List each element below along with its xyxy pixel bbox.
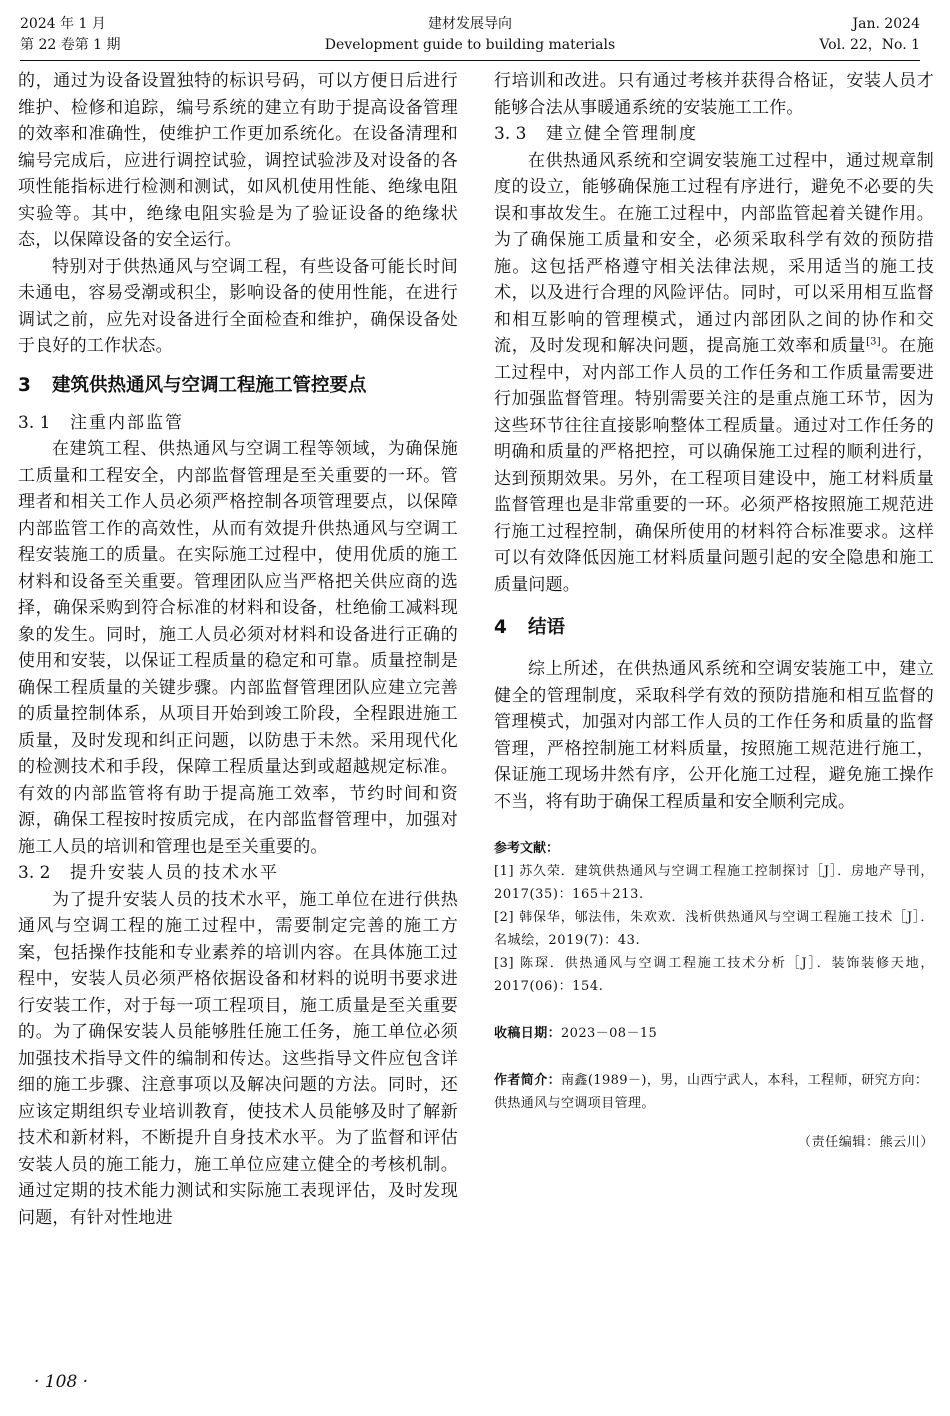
paragraph: 综上所述，在供热通风系统和空调安装施工中，建立健全的管理制度，采取科学有效的预防措施和相互监督的管理模式，加强对内部工作人员的工作任务和质量的监督管理，严格控制施工材料质量，按照施工规范进行施工，保证施工现场井然有序，公开化施工过程，避免施工操作不当，将有助于确保工程质量和安全顺利完成。 [494, 659, 934, 812]
right-column [494, 68, 934, 1360]
author-bio: 作者简介：南鑫(1989－)，男，山西宁武人，本科，工程师，研究方向：供热通风与空调项目管理。 [494, 1073, 929, 1111]
running-header [20, 14, 920, 60]
header-rule [20, 60, 920, 61]
paragraph: 在建筑工程、供热通风与空调工程等领域，为确保施工质量和工程安全，内部监督管理是至关重要的一环。管理者和相关工作人员必须严格控制各项管理要点，以保障内部监管工作的高效性，从而有效提升供热通风与空调工程安装施工的质量。在实际施工过程中，使用优质的施工材料和设备至关重要。管理团队应当严格把关供应商的选择，确保采购到符合标准的材料和设备，杜绝偷工减料现象的发生。同时，施工人员必须对材料和设备进行正确的使用和安装，以保证工程质量的稳定和可靠。质量控制是确保工程质量的关键步骤。内部监督管理团队应建立完善的质量控制体系，从项目开始到竣工阶段，全程跟进施工质量，及时发现和纠正问题，以防患于未然。采用现代化的检测技术和手段，保障工程质量达到或超越规定标准。有效的内部监管将有助于提高施工效率，节约时间和资源，确保工程按时按质完成，在内部监督管理中，加强对施工人员的培训和管理也是至关重要的。 [18, 439, 458, 857]
references-title: 参考文献： [494, 841, 560, 856]
page-number: · 108 · [34, 1372, 89, 1392]
reference-item: [2] 韩保华，郇法伟，朱欢欢．浅析供热通风与空调工程施工技术［J］．名城绘，2019(7)：43. [494, 910, 934, 948]
paragraph: 的，通过为设备设置独特的标识号码，可以方便日后进行维护、检修和追踪，编号系统的建立有助于提高设备管理的效率和准确性，使维护工作更加系统化。在设备清理和编号完成后，应进行调控试验，调控试验涉及对设备的各项性能指标进行检测和测试，如风机使用性能、绝缘电阻实验等。其中，绝缘电阻实验是为了验证设备的绝缘状态，以保障设备的安全运行。 [18, 71, 458, 250]
paragraph: 特别对于供热通风与空调工程，有些设备可能长时间未通电，容易受潮或积尘，影响设备的使用性能，在进行调试之前，应先对设备进行全面检查和维护，确保设备处于良好的工作状态。 [18, 256, 458, 356]
received-date: 收稿日期：2023－08－15 [494, 1026, 658, 1041]
reference-item: [1] 苏久荣．建筑供热通风与空调工程施工控制探讨［J］．房地产导刊，2017(35)：165＋213. [494, 864, 934, 902]
header-journal-title: 建材发展导向 Development guide to building materials [324, 16, 616, 53]
paragraph: 为了提升安装人员的技术水平，施工单位在进行供热通风与空调工程的施工过程中，需要制定完善的施工方案，包括操作技能和专业素养的培训内容。在具体施工过程中，安装人员必须严格依据设备和材料的说明书要求进行安装工作，对于每一项工程项目，施工质量是至关重要的。为了确保安装人员能够胜任施工任务，施工单位必须加强技术指导文件的编制和传达。这些指导文件应包含详细的施工步骤、注意事项以及解决问题的方法。同时，还应该定期组织专业培训教育，使技术人员能够及时了解新技术和新材料，不断提升自身技术水平。为了监督和评估安装人员的施工能力，施工单位应建立健全的考核机制。通过定期的技术能力测试和实际施工表现评估，及时发现问题，有针对性地进 [18, 889, 458, 1228]
left-column [18, 68, 458, 1360]
subsection-heading-3-1: 3. 1 注重内部监管 [18, 412, 184, 433]
subsection-heading-3-3: 3. 3 建立健全管理制度 [494, 124, 698, 144]
citation-mark: [3] [866, 336, 881, 348]
paragraph: 行培训和改进。只有通过考核并获得合格证，安装人员才能够合法从事暖通系统的安装施工工作。 [494, 71, 934, 118]
section-heading-3: 3 建筑供热通风与空调工程施工管控要点 [18, 374, 367, 396]
responsible-editor: （责任编辑：熊云川） [797, 1135, 934, 1150]
references-list [494, 860, 934, 998]
header-issue-date: 2024 年 1 月 第 22 卷第 1 期 [20, 16, 121, 53]
reference-item: [3] 陈琛．供热通风与空调工程施工技术分析［J］．装饰装修天地，2017(06)：154. [494, 956, 934, 994]
section-heading-4: 4 结语 [494, 617, 566, 638]
header-volume: Jan. 2024 Vol. 22，No. 1 [819, 16, 920, 53]
subsection-heading-3-2: 3. 2 提升安装人员的技术水平 [18, 863, 279, 883]
paragraph: 在供热通风系统和空调安装施工过程中，通过规章制度的设立，能够确保施工过程有序进行，避免不必要的失误和事故发生。在施工过程中，内部监管起着关键作用。为了确保施工质量和安全，必须采取科学有效的预防措施。这包括严格遵守相关法律法规，采用适当的施工技术，以及进行合理的风险评估。同时，可以采用相互监督和相互影响的管理模式，通过内部团队之间的协作和交流，及时发现和解决问题，提高施工效率和质量[3]。在施工过程中，对内部工作人员的工作任务和工作质量需要进行加强监督管理。特别需要关注的是重点施工环节，因为这些环节往往直接影响整体工程质量。通过对工作任务的明确和质量的严格把控，可以确保施工过程的顺利进行，达到预期效果。另外，在工程项目建设中，施工材料质量监督管理也是非常重要的一环。必须严格按照施工规范进行施工过程控制，确保所使用的材料符合标准要求。这样可以有效降低因施工材料质量问题引起的安全隐患和施工质量问题。 [494, 150, 934, 595]
